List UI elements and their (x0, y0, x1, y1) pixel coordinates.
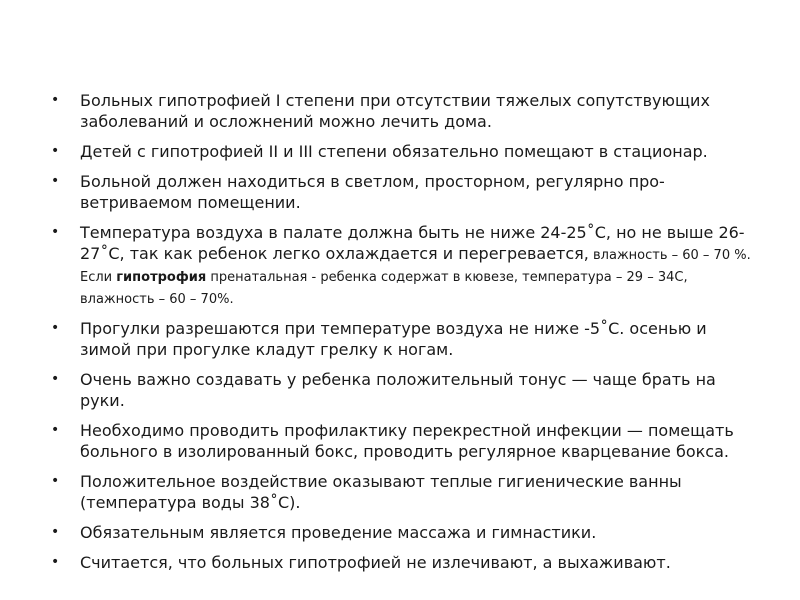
list-item-text: Больной должен находиться в светлом, просторном, регулярно про-ветриваемом помещении. (80, 172, 665, 212)
bullet-icon: • (51, 320, 60, 336)
list-item (48, 222, 760, 309)
list-item-text: Прогулки разрешаются при температуре воздуха не ниже -5˚С. осенью и зимой при прогулке кладут грелку к ногам. (80, 319, 707, 359)
list-item (48, 369, 760, 411)
list-item (48, 318, 760, 360)
bullet-icon: • (51, 524, 60, 540)
list-item-text: Детей с гипотрофией II и III степени обязательно помещают в стационар. (80, 142, 708, 161)
list-item (48, 141, 760, 162)
bullet-list (48, 90, 760, 582)
list-item (48, 552, 760, 573)
list-item (48, 90, 760, 132)
list-item (48, 471, 760, 513)
list-item-note-bold: гипотрофия (116, 270, 207, 285)
list-item-note: влажность – 60 – 70 %. Если (80, 248, 751, 285)
list-item-note: пренатальная - ребенка содержат в кювезе, температура – 29 – 34С, влажность – 60 – 70%. (80, 270, 688, 307)
list-item (48, 522, 760, 543)
bullet-icon: • (51, 554, 60, 570)
list-item-text: Считается, что больных гипотрофией не излечивают, а выхаживают. (80, 553, 671, 572)
list-item (48, 420, 760, 462)
bullet-icon: • (51, 371, 60, 387)
bullet-icon: • (51, 473, 60, 489)
bullet-icon: • (51, 92, 60, 108)
list-item-text: Температура воздуха в палате должна быть не ниже 24-25˚С, но не выше 26-27˚С, так как ребенок легко охлаждается и перегревается, (80, 223, 745, 263)
list-item-text: Больных гипотрофией I степени при отсутствии тяжелых сопутствующих заболеваний и осложнений можно лечить дома. (80, 91, 710, 131)
bullet-icon: • (51, 224, 60, 240)
bullet-icon: • (51, 143, 60, 159)
list-item-text: Необходимо проводить профилактику перекрестной инфекции — помещать больного в изолированный бокс, проводить регулярное кварцевание бокса. (80, 421, 734, 461)
list-item-text: Положительное воздействие оказывают теплые гигиенические ванны (температура воды 38˚С). (80, 472, 682, 512)
list-item-text: Очень важно создавать у ребенка положительный тонус — чаще брать на руки. (80, 370, 716, 410)
bullet-icon: • (51, 173, 60, 189)
bullet-icon: • (51, 422, 60, 438)
list-item (48, 171, 760, 213)
list-item-text: Обязательным является проведение массажа и гимнастики. (80, 523, 597, 542)
